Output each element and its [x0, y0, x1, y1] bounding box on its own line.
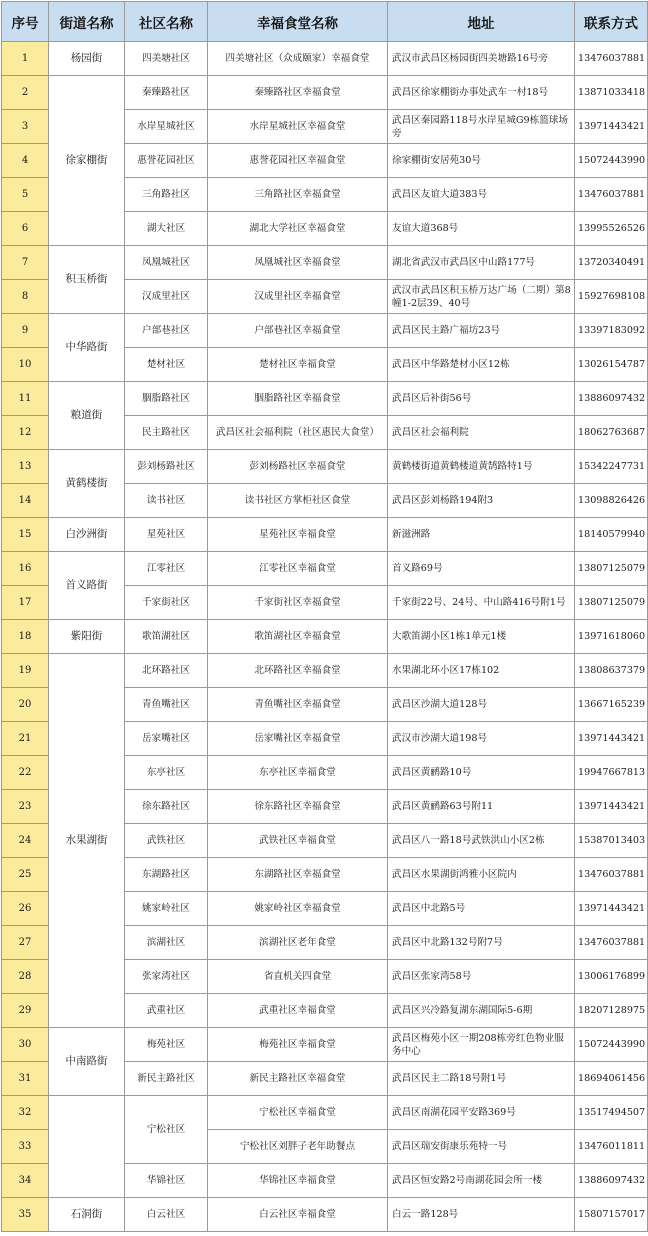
row-number: 14 [2, 484, 49, 518]
address: 武昌区黄鹂路10号 [388, 756, 575, 790]
canteen-name: 惠誉花园社区幸福食堂 [208, 144, 388, 178]
street-name [49, 1096, 125, 1198]
header-row [2, 2, 648, 42]
community-name: 湖大社区 [125, 212, 208, 246]
community-name: 楚材社区 [125, 348, 208, 382]
phone: 13720340491 [575, 246, 648, 280]
table-row [2, 42, 648, 76]
community-name: 新民主路社区 [125, 1062, 208, 1096]
community-name: 武铁社区 [125, 824, 208, 858]
row-number: 26 [2, 892, 49, 926]
row-number: 5 [2, 178, 49, 212]
phone: 15072443990 [575, 144, 648, 178]
canteen-name: 省直机关四食堂 [208, 960, 388, 994]
address: 友谊大道368号 [388, 212, 575, 246]
community-name: 惠誉花园社区 [125, 144, 208, 178]
community-name: 梅苑社区 [125, 1028, 208, 1062]
canteen-name: 新民主路社区幸福食堂 [208, 1062, 388, 1096]
canteen-name: 武昌区社会福利院（社区惠民大食堂） [208, 416, 388, 450]
phone: 13971443421 [575, 110, 648, 144]
community-name: 汉成里社区 [125, 280, 208, 314]
canteen-name: 梅苑社区幸福食堂 [208, 1028, 388, 1062]
canteen-name: 北环路社区幸福食堂 [208, 654, 388, 688]
canteen-name: 汉成里社区幸福食堂 [208, 280, 388, 314]
row-number: 28 [2, 960, 49, 994]
canteen-name: 岳家嘴社区幸福食堂 [208, 722, 388, 756]
address: 武汉市武昌区积玉桥万达广场（二期）第8幢1-2层39、40号 [388, 280, 575, 314]
community-name: 东亭社区 [125, 756, 208, 790]
canteen-name: 水岸星城社区幸福食堂 [208, 110, 388, 144]
community-name: 华锦社区 [125, 1164, 208, 1198]
canteen-name: 滨湖社区老年食堂 [208, 926, 388, 960]
row-number: 20 [2, 688, 49, 722]
canteen-name: 四美塘社区（众成颐家）幸福食堂 [208, 42, 388, 76]
street-name: 黄鹤楼街 [49, 450, 125, 518]
row-number: 24 [2, 824, 49, 858]
row-number: 33 [2, 1130, 49, 1164]
table-row [2, 620, 648, 654]
address: 武昌区社会福利院 [388, 416, 575, 450]
table-row [2, 654, 648, 688]
row-number: 31 [2, 1062, 49, 1096]
address: 武昌区梅苑小区一期208栋旁红色物业服务中心 [388, 1028, 575, 1062]
table-row [2, 382, 648, 416]
street-name: 紫阳街 [49, 620, 125, 654]
address: 武昌区中北路132号附7号 [388, 926, 575, 960]
row-number: 2 [2, 76, 49, 110]
canteen-name: 星苑社区幸福食堂 [208, 518, 388, 552]
table-row [2, 518, 648, 552]
address: 武昌区瑞安街康乐苑特一号 [388, 1130, 575, 1164]
header-seq: 序号 [2, 2, 49, 42]
row-number: 19 [2, 654, 49, 688]
address: 黄鹤楼街道黄鹤楼道黄鹄路特1号 [388, 450, 575, 484]
community-name: 姚家岭社区 [125, 892, 208, 926]
address: 大歌笛湖小区1栋1单元1楼 [388, 620, 575, 654]
phone: 13971443421 [575, 790, 648, 824]
row-number: 10 [2, 348, 49, 382]
row-number: 21 [2, 722, 49, 756]
table-row [2, 246, 648, 280]
community-name: 水岸星城社区 [125, 110, 208, 144]
community-name: 白云社区 [125, 1198, 208, 1232]
phone: 13476011811 [575, 1130, 648, 1164]
row-number: 35 [2, 1198, 49, 1232]
phone: 15072443990 [575, 1028, 648, 1062]
phone: 13995526526 [575, 212, 648, 246]
row-number: 25 [2, 858, 49, 892]
canteen-name: 东湖路社区幸福食堂 [208, 858, 388, 892]
address: 湖北省武汉市武昌区中山路177号 [388, 246, 575, 280]
row-number: 34 [2, 1164, 49, 1198]
row-number: 27 [2, 926, 49, 960]
address: 千家街22号、24号、中山路416号附1号 [388, 586, 575, 620]
address: 武昌区水果湖街鸿雅小区院内 [388, 858, 575, 892]
row-number: 23 [2, 790, 49, 824]
phone: 13807125079 [575, 552, 648, 586]
table-row [2, 314, 648, 348]
row-number: 32 [2, 1096, 49, 1130]
address: 武昌区彭刘杨路194附3 [388, 484, 575, 518]
canteen-name: 华锦社区幸福食堂 [208, 1164, 388, 1198]
canteen-name: 楚材社区幸福食堂 [208, 348, 388, 382]
phone: 19947667813 [575, 756, 648, 790]
address: 新滋洲路 [388, 518, 575, 552]
header-address: 地址 [388, 2, 575, 42]
address: 武昌区南湖花园平安路369号 [388, 1096, 575, 1130]
phone: 18694061456 [575, 1062, 648, 1096]
community-name: 民主路社区 [125, 416, 208, 450]
address: 武昌区中北路5号 [388, 892, 575, 926]
canteen-name: 千家街社区幸福食堂 [208, 586, 388, 620]
phone: 18062763687 [575, 416, 648, 450]
community-name: 四美塘社区 [125, 42, 208, 76]
row-number: 12 [2, 416, 49, 450]
row-number: 22 [2, 756, 49, 790]
canteen-name: 三角路社区幸福食堂 [208, 178, 388, 212]
row-number: 16 [2, 552, 49, 586]
street-name: 粮道街 [49, 382, 125, 450]
canteen-name: 徐东路社区幸福食堂 [208, 790, 388, 824]
community-name: 青鱼嘴社区 [125, 688, 208, 722]
phone: 13971443421 [575, 722, 648, 756]
canteen-name: 湖北大学社区幸福食堂 [208, 212, 388, 246]
community-name: 北环路社区 [125, 654, 208, 688]
row-number: 13 [2, 450, 49, 484]
phone: 13476037881 [575, 42, 648, 76]
community-name: 岳家嘴社区 [125, 722, 208, 756]
phone: 13098826426 [575, 484, 648, 518]
header-street: 街道名称 [49, 2, 125, 42]
street-name: 徐家棚街 [49, 76, 125, 246]
table-row [2, 552, 648, 586]
street-name: 中华路街 [49, 314, 125, 382]
community-name: 江零社区 [125, 552, 208, 586]
address: 徐家棚街安居苑30号 [388, 144, 575, 178]
street-name: 水果湖街 [49, 654, 125, 1028]
address: 武昌区民主二路18号附1号 [388, 1062, 575, 1096]
community-name: 星苑社区 [125, 518, 208, 552]
row-number: 17 [2, 586, 49, 620]
table-row [2, 450, 648, 484]
phone: 13667165239 [575, 688, 648, 722]
phone: 13476037881 [575, 926, 648, 960]
canteen-name: 青鱼嘴社区幸福食堂 [208, 688, 388, 722]
phone: 18140579940 [575, 518, 648, 552]
address: 白云一路128号 [388, 1198, 575, 1232]
address: 武昌区黄鹂路63号附11 [388, 790, 575, 824]
community-name: 武重社区 [125, 994, 208, 1028]
phone: 13971443421 [575, 892, 648, 926]
header-canteen: 幸福食堂名称 [208, 2, 388, 42]
street-name: 杨园街 [49, 42, 125, 76]
address: 武汉市武昌区杨园街四美塘路16号旁 [388, 42, 575, 76]
row-number: 4 [2, 144, 49, 178]
community-name: 户部巷社区 [125, 314, 208, 348]
canteen-name: 胭脂路社区幸福食堂 [208, 382, 388, 416]
canteen-name: 秦臻路社区幸福食堂 [208, 76, 388, 110]
canteen-name: 宁松社区刘胖子老年助餐点 [208, 1130, 388, 1164]
row-number: 1 [2, 42, 49, 76]
phone: 15342247731 [575, 450, 648, 484]
phone: 18207128975 [575, 994, 648, 1028]
street-name: 白沙洲街 [49, 518, 125, 552]
address: 武昌区民主路广福坊23号 [388, 314, 575, 348]
street-name: 石洞街 [49, 1198, 125, 1232]
address: 武昌区秦园路118号水岸星城G9栋篮球场旁 [388, 110, 575, 144]
address: 武昌区中华路楚材小区12栋 [388, 348, 575, 382]
canteen-name: 白云社区幸福食堂 [208, 1198, 388, 1232]
table-row [2, 76, 648, 110]
address: 武昌区友谊大道383号 [388, 178, 575, 212]
phone: 13517494507 [575, 1096, 648, 1130]
address: 武汉市沙湖大道198号 [388, 722, 575, 756]
row-number: 3 [2, 110, 49, 144]
phone: 13808637379 [575, 654, 648, 688]
address: 武昌区徐家棚街办事处武车一村18号 [388, 76, 575, 110]
row-number: 9 [2, 314, 49, 348]
phone: 13971618060 [575, 620, 648, 654]
phone: 15927698108 [575, 280, 648, 314]
address: 武昌区八一路18号武铁洪山小区2栋 [388, 824, 575, 858]
table-row [2, 1096, 648, 1130]
canteen-name: 武重社区幸福食堂 [208, 994, 388, 1028]
canteen-name: 读书社区方掌柜社区食堂 [208, 484, 388, 518]
address: 武昌区沙湖大道128号 [388, 688, 575, 722]
canteen-name: 武铁社区幸福食堂 [208, 824, 388, 858]
canteen-name: 姚家岭社区幸福食堂 [208, 892, 388, 926]
row-number: 11 [2, 382, 49, 416]
row-number: 18 [2, 620, 49, 654]
address: 武昌区恒安路2号南湖花园会所一楼 [388, 1164, 575, 1198]
canteen-name: 凤凰城社区幸福食堂 [208, 246, 388, 280]
community-name: 滨湖社区 [125, 926, 208, 960]
community-name: 彭刘杨路社区 [125, 450, 208, 484]
community-name: 歌笛湖社区 [125, 620, 208, 654]
community-name: 凤凰城社区 [125, 246, 208, 280]
canteen-name: 彭刘杨路社区幸福食堂 [208, 450, 388, 484]
row-number: 7 [2, 246, 49, 280]
header-community: 社区名称 [125, 2, 208, 42]
canteen-name: 户部巷社区幸福食堂 [208, 314, 388, 348]
phone: 13476037881 [575, 178, 648, 212]
phone: 13886097432 [575, 1164, 648, 1198]
address: 首义路69号 [388, 552, 575, 586]
phone: 13026154787 [575, 348, 648, 382]
canteen-table [1, 1, 648, 1232]
community-name: 千家街社区 [125, 586, 208, 620]
phone: 13871033418 [575, 76, 648, 110]
row-number: 29 [2, 994, 49, 1028]
phone: 13807125079 [575, 586, 648, 620]
address: 武昌区张家湾58号 [388, 960, 575, 994]
community-name: 三角路社区 [125, 178, 208, 212]
row-number: 6 [2, 212, 49, 246]
row-number: 15 [2, 518, 49, 552]
canteen-name: 江零社区幸福食堂 [208, 552, 388, 586]
street-name: 中南路街 [49, 1028, 125, 1096]
street-name: 积玉桥街 [49, 246, 125, 314]
table-row [2, 1198, 648, 1232]
community-name: 东湖路社区 [125, 858, 208, 892]
address: 武昌区兴冷路复湖东湖国际5-6期 [388, 994, 575, 1028]
phone: 15387013403 [575, 824, 648, 858]
canteen-name: 宁松社区幸福食堂 [208, 1096, 388, 1130]
phone: 13397183092 [575, 314, 648, 348]
canteen-name: 东亭社区幸福食堂 [208, 756, 388, 790]
community-name: 张家湾社区 [125, 960, 208, 994]
street-name: 首义路街 [49, 552, 125, 620]
phone: 13886097432 [575, 382, 648, 416]
address: 水果湖北环小区17栋102 [388, 654, 575, 688]
phone: 13476037881 [575, 858, 648, 892]
address: 武昌区后补街56号 [388, 382, 575, 416]
header-phone: 联系方式 [575, 2, 648, 42]
phone: 15807157017 [575, 1198, 648, 1232]
community-name: 秦臻路社区 [125, 76, 208, 110]
community-name: 读书社区 [125, 484, 208, 518]
community-name: 宁松社区 [125, 1096, 208, 1164]
row-number: 8 [2, 280, 49, 314]
phone: 13006176899 [575, 960, 648, 994]
canteen-name: 歌笛湖社区幸福食堂 [208, 620, 388, 654]
community-name: 胭脂路社区 [125, 382, 208, 416]
row-number: 30 [2, 1028, 49, 1062]
community-name: 徐东路社区 [125, 790, 208, 824]
table-row [2, 1028, 648, 1062]
